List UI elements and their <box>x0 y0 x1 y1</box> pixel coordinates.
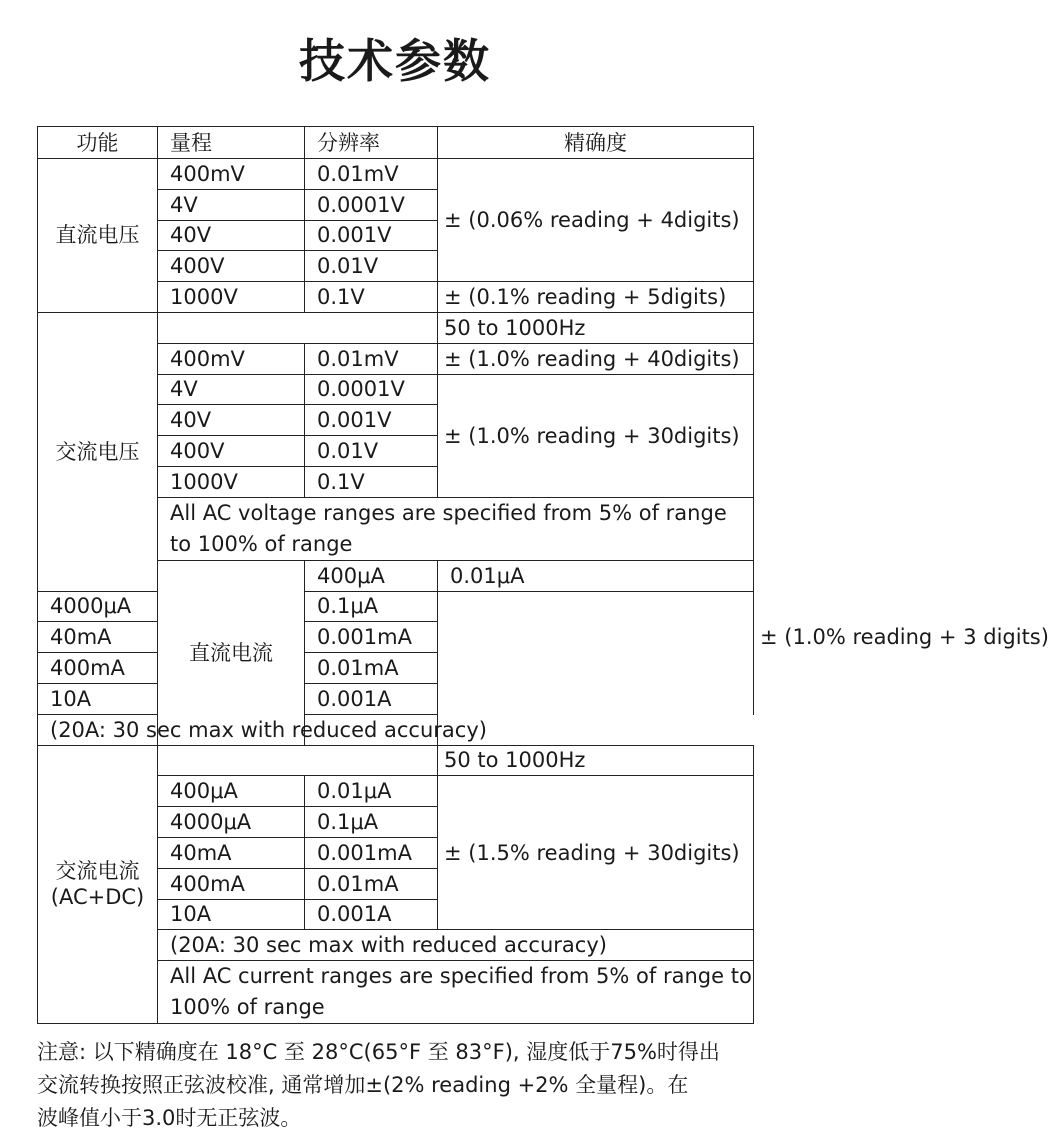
resolution-cell: 0.01μA <box>438 560 754 591</box>
footnote-line: 注意: 以下精确度在 18°C 至 28°C(65°F 至 83°F), 湿度低于75%时得出 <box>37 1040 720 1064</box>
header-function: 功能 <box>38 127 158 159</box>
function-dc-voltage: 直流电压 <box>38 159 158 313</box>
frequency-cell: 50 to 1000Hz <box>438 745 754 776</box>
resolution-cell: 0.01mA <box>305 868 438 899</box>
blank-cell <box>158 312 438 343</box>
range-cell: 400mA <box>38 653 158 684</box>
range-cell: 4V <box>158 374 305 405</box>
range-cell: 4V <box>158 189 305 220</box>
header-resolution: 分辨率 <box>305 127 438 159</box>
header-accuracy: 精确度 <box>438 127 754 159</box>
range-cell: 4000μA <box>158 807 305 838</box>
table-row <box>38 714 754 745</box>
resolution-cell: 0.001mA <box>305 837 438 868</box>
resolution-cell: 0.1V <box>305 282 438 313</box>
range-cell: 1000V <box>158 282 305 313</box>
range-cell: 40mA <box>158 837 305 868</box>
header-range: 量程 <box>158 127 305 159</box>
table-row <box>38 312 754 343</box>
function-ac-current-mode: (AC+DC) <box>50 885 145 910</box>
resolution-cell: 0.1μA <box>305 807 438 838</box>
range-cell: 4000μA <box>38 591 158 622</box>
frequency-cell: 50 to 1000Hz <box>438 312 754 343</box>
table-row <box>38 683 754 714</box>
accuracy-cell: ± (1.5% reading + 30digits) <box>438 776 754 930</box>
table-row <box>38 591 754 622</box>
footnote-line: 波峰值小于3.0时无正弦波。 <box>37 1106 302 1130</box>
range-cell: 400mA <box>158 868 305 899</box>
range-cell: 40mA <box>38 622 158 653</box>
resolution-cell: 0.1μA <box>305 591 438 622</box>
function-ac-voltage: 交流电压 <box>38 312 158 591</box>
range-cell: 10A <box>38 683 158 714</box>
footnote <box>37 1036 777 1135</box>
footnote-line: 交流转换按照正弦波校准, 通常增加±(2% reading +2% 全量程)。在 <box>37 1073 689 1097</box>
accuracy-cell: ± (0.1% reading + 5digits) <box>438 282 754 313</box>
range-cell: 400mV <box>158 343 305 374</box>
range-cell: 40V <box>158 220 305 251</box>
range-cell: 10A <box>158 899 305 930</box>
resolution-cell: 0.01μA <box>305 776 438 807</box>
accuracy-cell: ± (1.0% reading + 30digits) <box>438 374 754 497</box>
resolution-cell: 0.0001V <box>305 374 438 405</box>
table-header-row <box>38 127 754 159</box>
resolution-cell: 0.001A <box>305 683 438 714</box>
spec-table <box>37 126 1049 1024</box>
accuracy-cell: ± (1.0% reading + 40digits) <box>438 343 754 374</box>
resolution-cell: 0.001V <box>305 405 438 436</box>
resolution-cell: 0.01mV <box>305 159 438 190</box>
function-ac-current <box>38 745 158 1024</box>
range-cell: 1000V <box>158 466 305 497</box>
note-cell: All AC current ranges are specified from 5% of range to 100% of range <box>158 961 754 1024</box>
resolution-cell: 0.1V <box>305 466 438 497</box>
note-cell: All AC voltage ranges are specified from 5% of range to 100% of range <box>158 497 754 560</box>
resolution-cell: 0.001A <box>305 899 438 930</box>
table-row <box>38 653 754 684</box>
page-title: 技术参数 <box>299 34 491 88</box>
range-cell: 400μA <box>305 560 438 591</box>
table-row: 直流电流 400μA 0.01μA ± (1.0% reading + 3 digits) <box>38 560 754 591</box>
resolution-cell: 0.01mA <box>305 653 438 684</box>
range-cell: 400μA <box>158 776 305 807</box>
resolution-cell: 0.01mV <box>305 343 438 374</box>
note-cell: (20A: 30 sec max with reduced accuracy) <box>38 714 438 745</box>
table-row <box>38 745 754 776</box>
resolution-cell: 0.01V <box>305 436 438 467</box>
accuracy-cell: ± (0.06% reading + 4digits) <box>438 159 754 282</box>
resolution-cell: 0.01V <box>305 251 438 282</box>
table-row <box>38 622 754 653</box>
resolution-cell: 0.001mA <box>305 622 438 653</box>
resolution-cell: 0.001V <box>305 220 438 251</box>
function-ac-current-label: 交流电流 <box>55 859 140 884</box>
range-cell: 400V <box>158 251 305 282</box>
range-cell: 400mV <box>158 159 305 190</box>
note-cell: (20A: 30 sec max with reduced accuracy) <box>158 930 754 961</box>
range-cell: 40V <box>158 405 305 436</box>
table-row <box>38 159 754 190</box>
blank-cell <box>158 745 438 776</box>
function-dc-current: 直流电流 <box>158 560 305 745</box>
resolution-cell: 0.0001V <box>305 189 438 220</box>
range-cell: 400V <box>158 436 305 467</box>
